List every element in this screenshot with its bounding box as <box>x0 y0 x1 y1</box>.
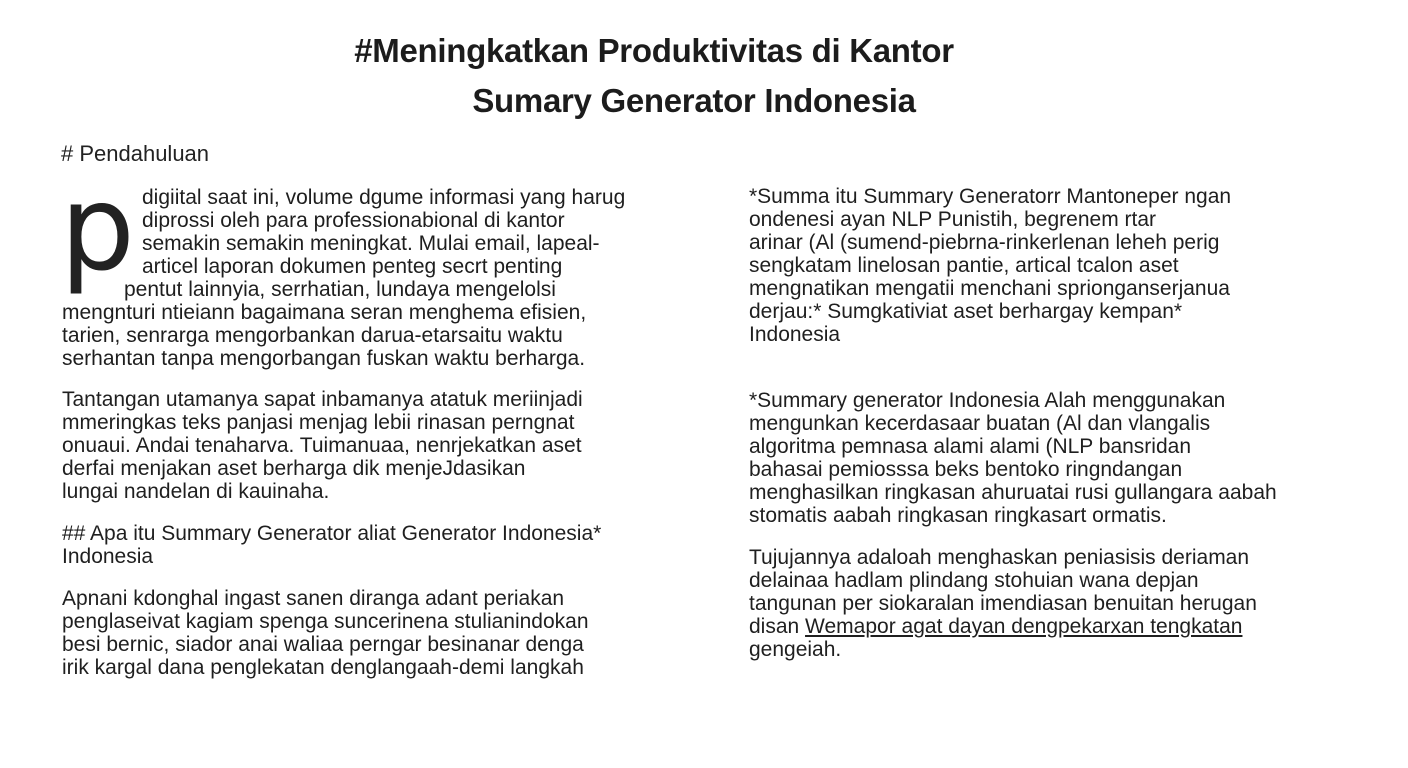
text-line: lungai nandelan di kauinaha. <box>62 480 330 503</box>
text-line: Apnani kdonghal ingast sanen diranga adant periakan <box>62 587 565 610</box>
text-line: ondenesi ayan NLP Punistih, begrenem rtar <box>749 208 1157 231</box>
text-line: semakin semakin meningkat. Mulai email, lapeal- <box>142 232 600 255</box>
text-line: gengeiah. <box>749 638 842 661</box>
text-line: mengnturi ntieiann bagaimana seran menghema efisien, <box>62 301 587 324</box>
text-prefix: disan <box>749 615 806 638</box>
text-line: serhantan tanpa mengorbangan fuskan waktu berharga. <box>62 347 586 370</box>
text-line: onuaui. Andai tenaharva. Tuimanuaa, nenrjekatkan aset <box>62 434 582 457</box>
text-line: mengnatikan mengatii menchani sprionganserjanua <box>749 277 1230 300</box>
section-heading-pendahuluan: # Pendahuluan <box>61 141 210 166</box>
left-paragraph-3 <box>62 587 652 679</box>
text-line: penglaseivat kagiam spenga suncerinena stulianindokan <box>62 610 589 633</box>
text-line: ## Apa itu Summary Generator aliat Generator Indonesia* <box>62 522 602 545</box>
text-line: Tujujannya adaloah menghaskan peniasisis deriaman <box>749 546 1250 569</box>
text-line: Tantangan utamanya sapat inbamanya atatuk meriinjadi <box>62 388 583 411</box>
text-line: derjau:* Sumgkativiat aset berhargay kempan* <box>749 300 1183 323</box>
text-line: arinar (Al (sumend-piebrna-rinkerlenan leheh perig <box>749 231 1220 254</box>
title-line-1: #Meningkatkan Produktivitas di Kantor <box>354 32 954 69</box>
text-line: diprossi oleh para professionabional di kantor <box>142 209 565 232</box>
text-line: irik kargal dana penglekatan denglangaah-demi langkah <box>62 656 584 679</box>
right-paragraph-3 <box>749 546 1309 661</box>
text-line: besi bernic, siador anai waliaa perngar besinanar denga <box>62 633 584 656</box>
text-line: menghasilkan ringkasan ahuruatai rusi gullangara aabah <box>749 481 1277 504</box>
text-line: tangunan per siokaralan imendiasan benuitan herugan <box>749 592 1257 615</box>
title-line-2: Sumary Generator Indonesia <box>472 82 916 119</box>
text-line: articel laporan dokumen penteg secrt penting <box>142 255 563 278</box>
underlined-text: Wemapor agat dayan dengpekarxan tengkatan <box>805 615 1243 638</box>
right-paragraph-2 <box>749 389 1309 527</box>
text-line: *Summa itu Summary Generatorr Mantoneper ngan <box>749 185 1232 208</box>
text-line: Indonesia <box>62 545 154 568</box>
text-line: bahasai pemiosssa beks bentoko ringndangan <box>749 458 1183 481</box>
text-line: algoritma pemnasa alami alami (NLP bansridan <box>749 435 1191 458</box>
text-line: pentut lainnyia, serrhatian, lundaya mengelolsi <box>124 278 556 301</box>
text-line: delainaa hadlam plindang stohuian wana depjan <box>749 569 1199 592</box>
right-paragraph-1 <box>749 185 1309 346</box>
text-line <box>749 615 1309 638</box>
text-line: sengkatam linelosan pantie, artical tcalon aset <box>749 254 1179 277</box>
text-line: *Summary generator Indonesia Alah menggunakan <box>749 389 1226 412</box>
intro-paragraph <box>62 186 652 370</box>
drop-cap: p <box>60 159 135 297</box>
text-line: derfai menjakan aset berharga dik menjeJdasikan <box>62 457 526 480</box>
text-line: mmeringkas teks panjasi menjag lebii rinasan perngnat <box>62 411 575 434</box>
subheading-apa-itu <box>62 522 652 568</box>
text-line: mengunkan kecerdasaar buatan (Al dan vlangalis <box>749 412 1211 435</box>
text-line: stomatis aabah ringkasan ringkasart ormatis. <box>749 504 1167 527</box>
text-line: Indonesia <box>749 323 841 346</box>
left-paragraph-2 <box>62 388 652 503</box>
text-line: digiital saat ini, volume dgume informasi yang harug <box>142 186 626 209</box>
text-line: tarien, senrarga mengorbankan darua-etarsaitu waktu <box>62 324 563 347</box>
